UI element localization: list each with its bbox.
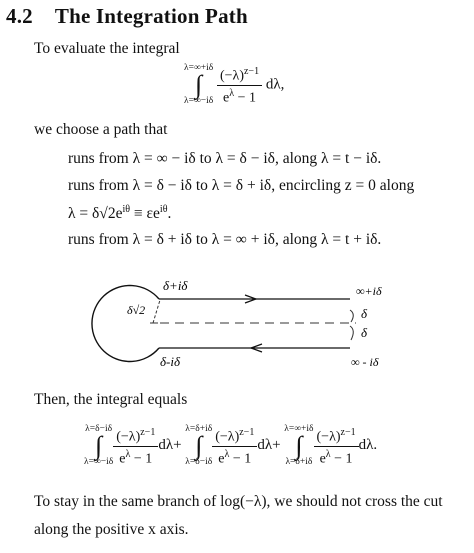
integral-lower-limit: λ=∞−iδ: [184, 96, 214, 106]
circle-exponent-1: iθ: [122, 204, 131, 215]
term1-den-tail: − 1: [130, 451, 153, 467]
integral-differential: dλ,: [265, 76, 285, 93]
label-radius: δ√2: [127, 303, 146, 317]
radius-line: [153, 300, 160, 323]
label-delta-lower: δ: [361, 325, 368, 340]
term1-lower: λ=∞−iδ: [84, 457, 114, 467]
bracket-upper: [350, 310, 353, 322]
final-text-line-2: along the positive x axis.: [34, 521, 189, 538]
term3-tail: dλ.: [358, 437, 378, 454]
term1-denominator: e: [119, 451, 126, 467]
term3-lower: λ=δ+iδ: [285, 457, 313, 467]
term3-num-exp: z−1: [340, 426, 356, 438]
denominator-exponent: λ: [229, 87, 235, 99]
label-infinity-plus-i-delta: ∞+iδ: [356, 284, 382, 298]
integrand-numerator: (−λ): [219, 68, 244, 84]
circle-formula-equiv: ≡ εe: [130, 205, 160, 223]
intro-text: To evaluate the integral: [34, 40, 180, 57]
term1-num-exp: z−1: [140, 426, 156, 438]
term2-den-tail: − 1: [229, 451, 252, 467]
integral-display-1: [184, 63, 284, 107]
label-delta-mid: δ: [361, 306, 368, 321]
term1-tail: dλ+: [158, 437, 182, 454]
numerator-exponent: z−1: [243, 65, 260, 77]
path-segment-1: runs from λ = ∞ − iδ to λ = δ − iδ, along λ = t − iδ.: [68, 150, 382, 167]
path-segment-3: runs from λ = δ + iδ to λ = ∞ + iδ, along λ = t + iδ.: [68, 231, 382, 248]
label-delta-plus-i-delta: δ+iδ: [163, 278, 188, 293]
label-delta-minus-i-delta: δ-iδ: [160, 354, 181, 369]
path-segment-2-formula: [68, 204, 171, 223]
term3-denominator: e: [319, 451, 326, 467]
term1-numerator: (−λ): [116, 429, 141, 445]
integral-term-1: λ=δ−iδ ∫ λ=∞−iδ $\frac{(-\lambda)^{z-1}}{e^\lambda - 1}$ dλ+: [84, 424, 182, 467]
term2-denominator: e: [218, 451, 225, 467]
integral-sign: λ=∞+iδ ∫ λ=∞−iδ: [184, 63, 214, 106]
term2-den-exp: λ: [224, 448, 230, 460]
term2-numerator: (−λ): [215, 429, 240, 445]
term2-tail: dλ+: [257, 437, 281, 454]
contour-circle-arc: [92, 286, 159, 362]
integrand-denominator: e: [223, 90, 230, 106]
term3-numerator: (−λ): [316, 429, 341, 445]
circle-formula-part: λ = δ√2e: [68, 205, 123, 223]
then-text: Then, the integral equals: [34, 391, 188, 408]
circle-exponent-2: iθ: [159, 204, 168, 215]
term3-upper: λ=∞+iδ: [284, 424, 314, 434]
integral-sum: [84, 424, 377, 468]
circle-formula-end: .: [167, 205, 172, 223]
integral-term-3: λ=∞+iδ ∫ λ=δ+iδ $\frac{(-\lambda)^{z-1}}{e^\lambda - 1}$ dλ.: [284, 424, 378, 467]
integral-upper-limit: λ=∞+iδ: [184, 63, 214, 73]
term3-den-tail: − 1: [330, 451, 353, 467]
term3-den-exp: λ: [325, 448, 331, 460]
term2-upper: λ=δ+iδ: [185, 424, 213, 434]
integral-term-2: λ=δ+iδ ∫ λ=δ−iδ $\frac{(-\lambda)^{z-1}}{e^\lambda - 1}$ dλ+: [185, 424, 281, 467]
contour-diagram: [0, 270, 474, 370]
term1-upper: λ=δ−iδ: [85, 424, 113, 434]
final-text-line-1: To stay in the same branch of log(−λ), we should not cross the cut: [34, 493, 443, 510]
path-segment-2: runs from λ = δ − iδ to λ = δ + iδ, encircling z = 0 along: [68, 177, 415, 194]
section-title: The Integration Path: [54, 4, 248, 28]
bracket-lower: [350, 326, 353, 340]
integrand-fraction: [217, 64, 262, 106]
section-number: 4.2: [6, 4, 33, 28]
term2-num-exp: z−1: [239, 426, 255, 438]
term2-lower: λ=δ−iδ: [185, 457, 213, 467]
section-heading: [6, 4, 248, 29]
choose-text: we choose a path that: [34, 121, 168, 138]
term1-den-exp: λ: [125, 448, 131, 460]
label-infinity-minus-i-delta: ∞ - iδ: [351, 355, 379, 369]
denominator-tail: − 1: [234, 90, 256, 106]
